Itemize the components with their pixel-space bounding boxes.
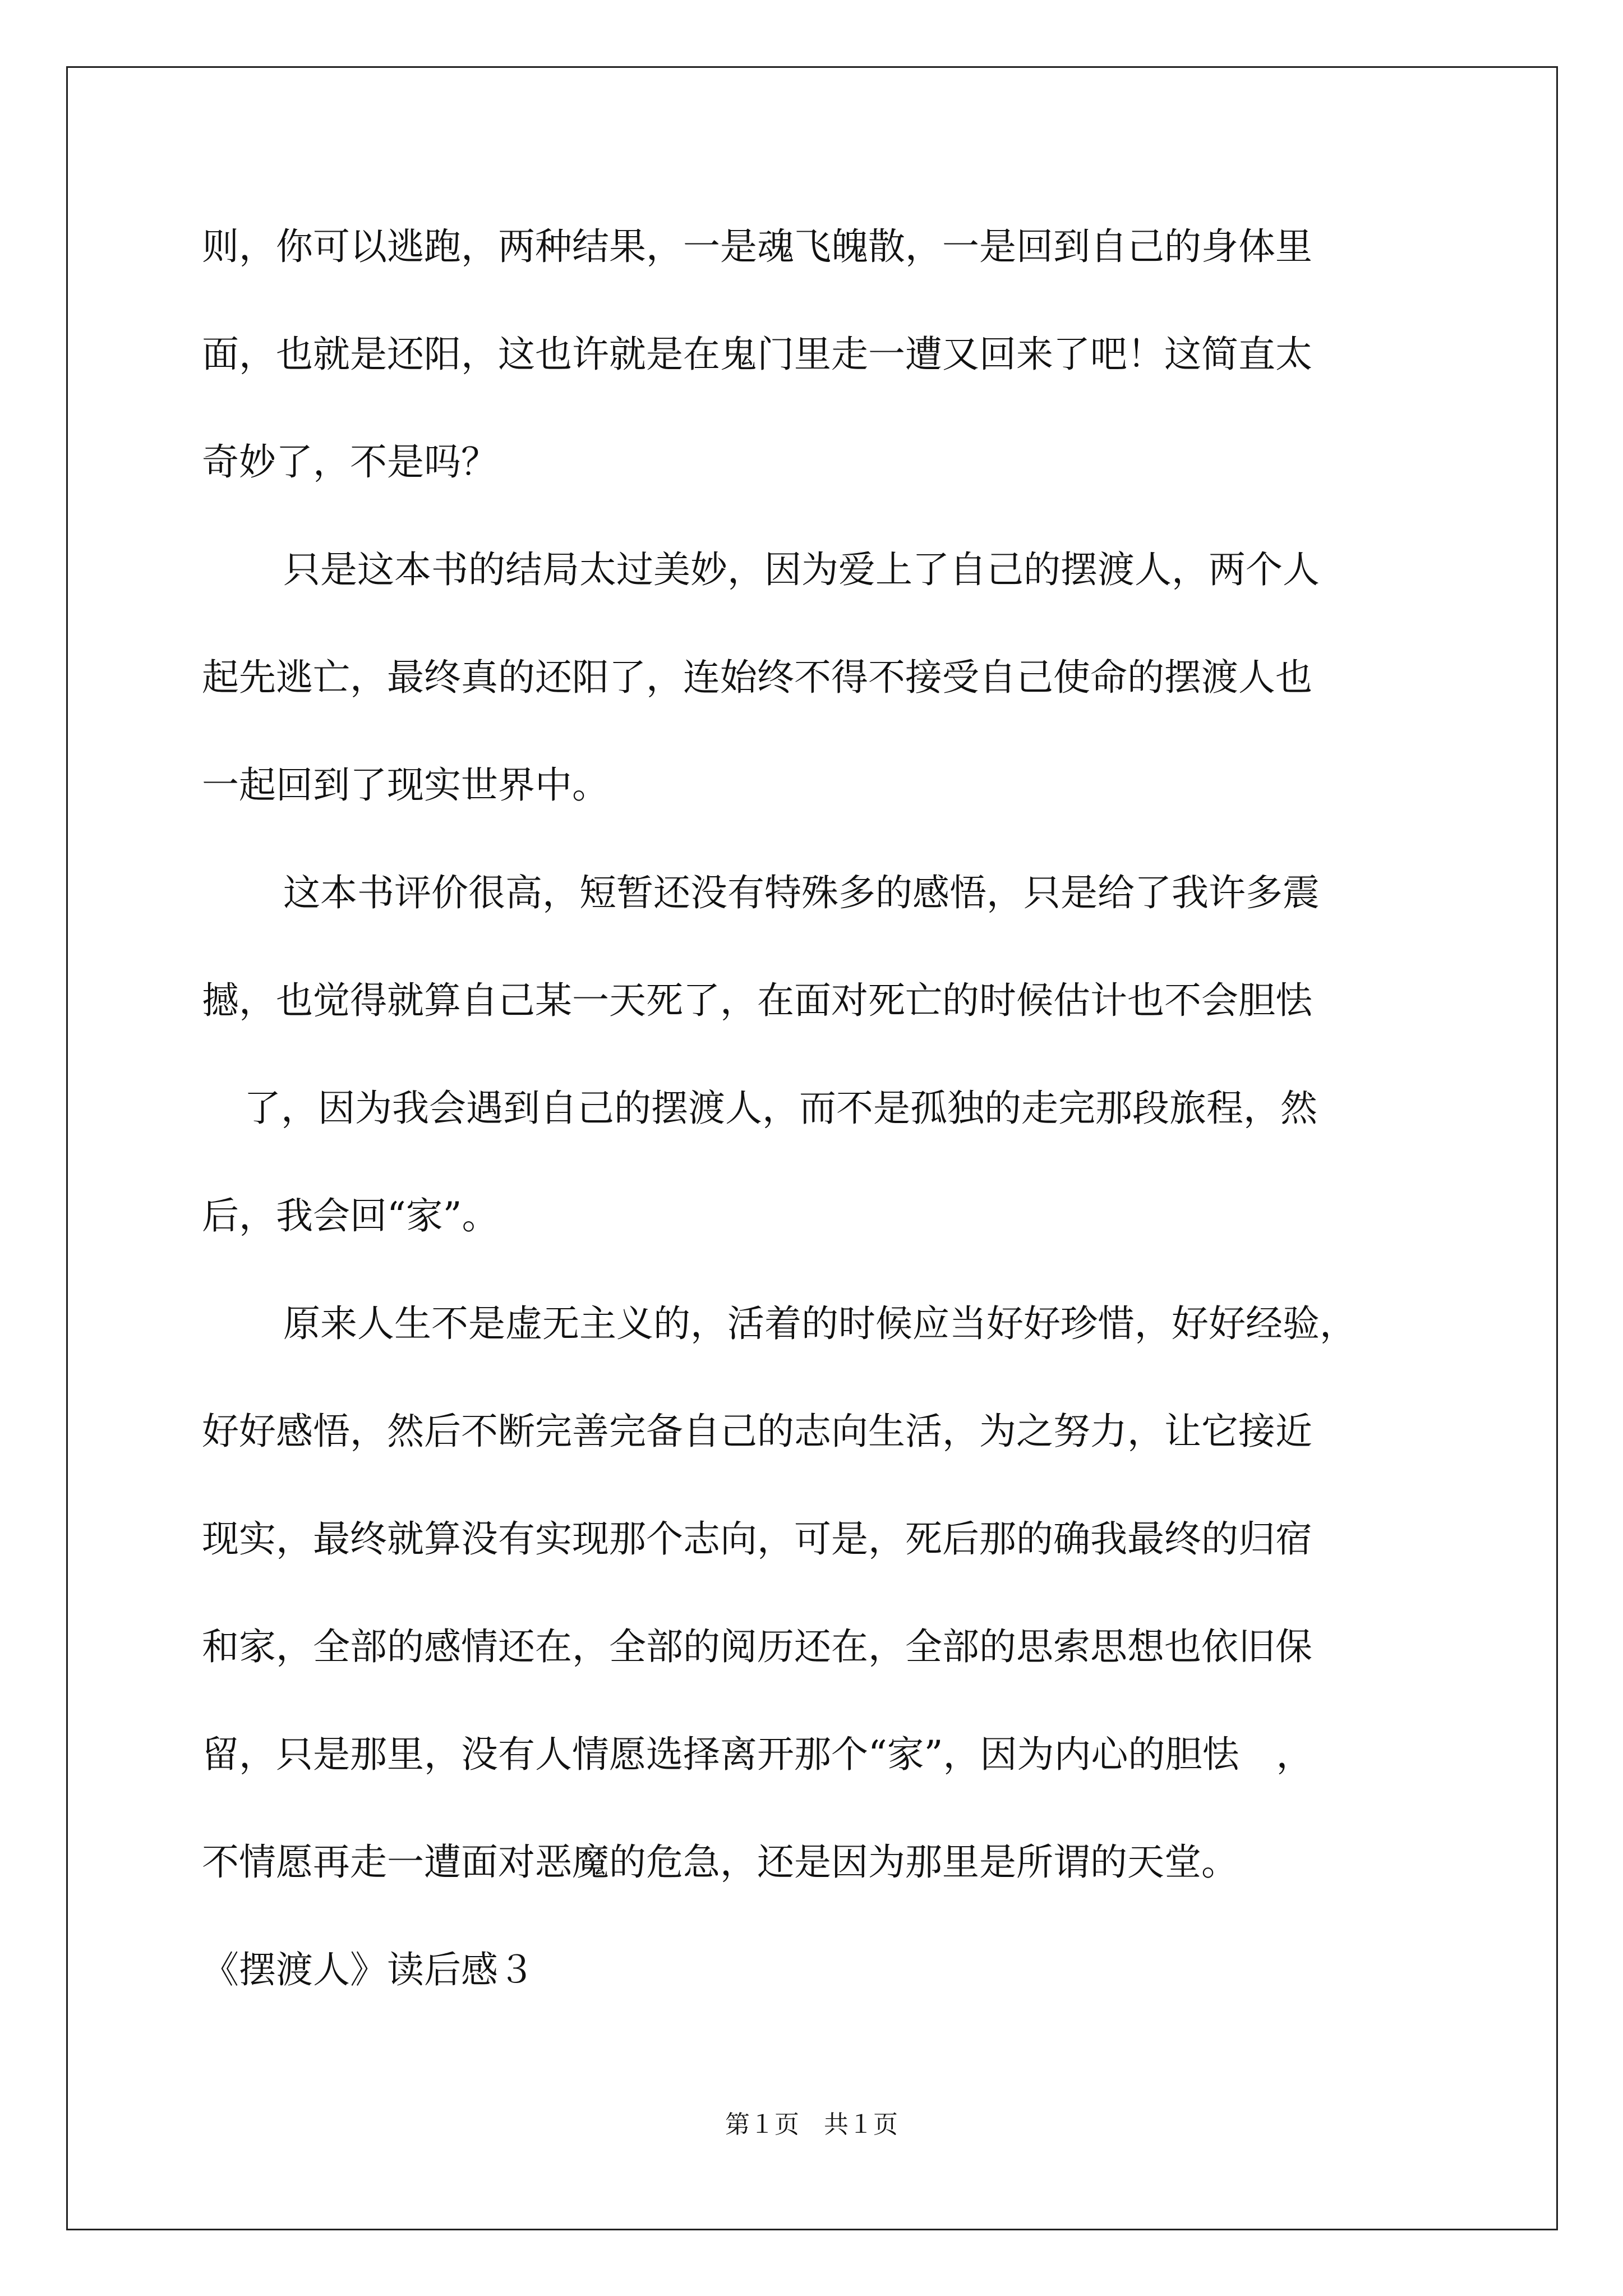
text-line: 后，我会回“家”。 — [202, 1194, 499, 1237]
page-number-footer: 第１页 共１页 — [725, 2110, 898, 2139]
text-line: 撼，也觉得就算自己某一天死了，在面对死亡的时候估计也不会胆怯 — [202, 979, 1312, 1022]
paragraph-start-line: 原来人生不是虚无主义的，活着的时候应当好好珍惜，好好经验， — [283, 1302, 1357, 1345]
section-heading: 《摆渡人》读后感３ — [202, 1948, 535, 1991]
text-line: 好好感悟，然后不断完善完备自己的志向生活，为之努力，让它接近 — [202, 1410, 1312, 1453]
text-line: 则，你可以逃跑，两种结果，一是魂飞魄散，一是回到自己的身体里 — [202, 225, 1312, 268]
text-line: 不情愿再走一遭面对恶魔的危急，还是因为那里是所谓的天堂。 — [202, 1841, 1238, 1884]
paragraph-start-line: 这本书评价很高，短暂还没有特殊多的感悟，只是给了我许多震 — [283, 871, 1320, 914]
text-line: 奇妙了，不是吗？ — [202, 440, 498, 484]
paragraph-start-line: 只是这本书的结局太过美妙，因为爱上了自己的摆渡人，两个人 — [283, 548, 1320, 591]
text-line: 面，也就是还阳，这也许就是在鬼门里走一遭又回来了吧！这简直太 — [202, 333, 1312, 376]
text-line: 了，因为我会遇到自己的摆渡人，而不是孤独的走完那段旅程，然 — [244, 1087, 1317, 1130]
text-line: 一起回到了现实世界中。 — [202, 763, 609, 807]
text-line: 起先逃亡，最终真的还阳了，连始终不得不接受自己使命的摆渡人也 — [202, 656, 1312, 699]
text-line: 和家，全部的感情还在，全部的阅历还在，全部的思索思想也依旧保 — [202, 1625, 1312, 1668]
text-line: 现实，最终就算没有实现那个志向，可是，死后那的确我最终的归宿 — [202, 1517, 1312, 1561]
text-line: 留，只是那里，没有人情愿选择离开那个“家”，因为内心的胆怯 ， — [202, 1733, 1313, 1776]
page-frame — [66, 66, 1558, 2230]
